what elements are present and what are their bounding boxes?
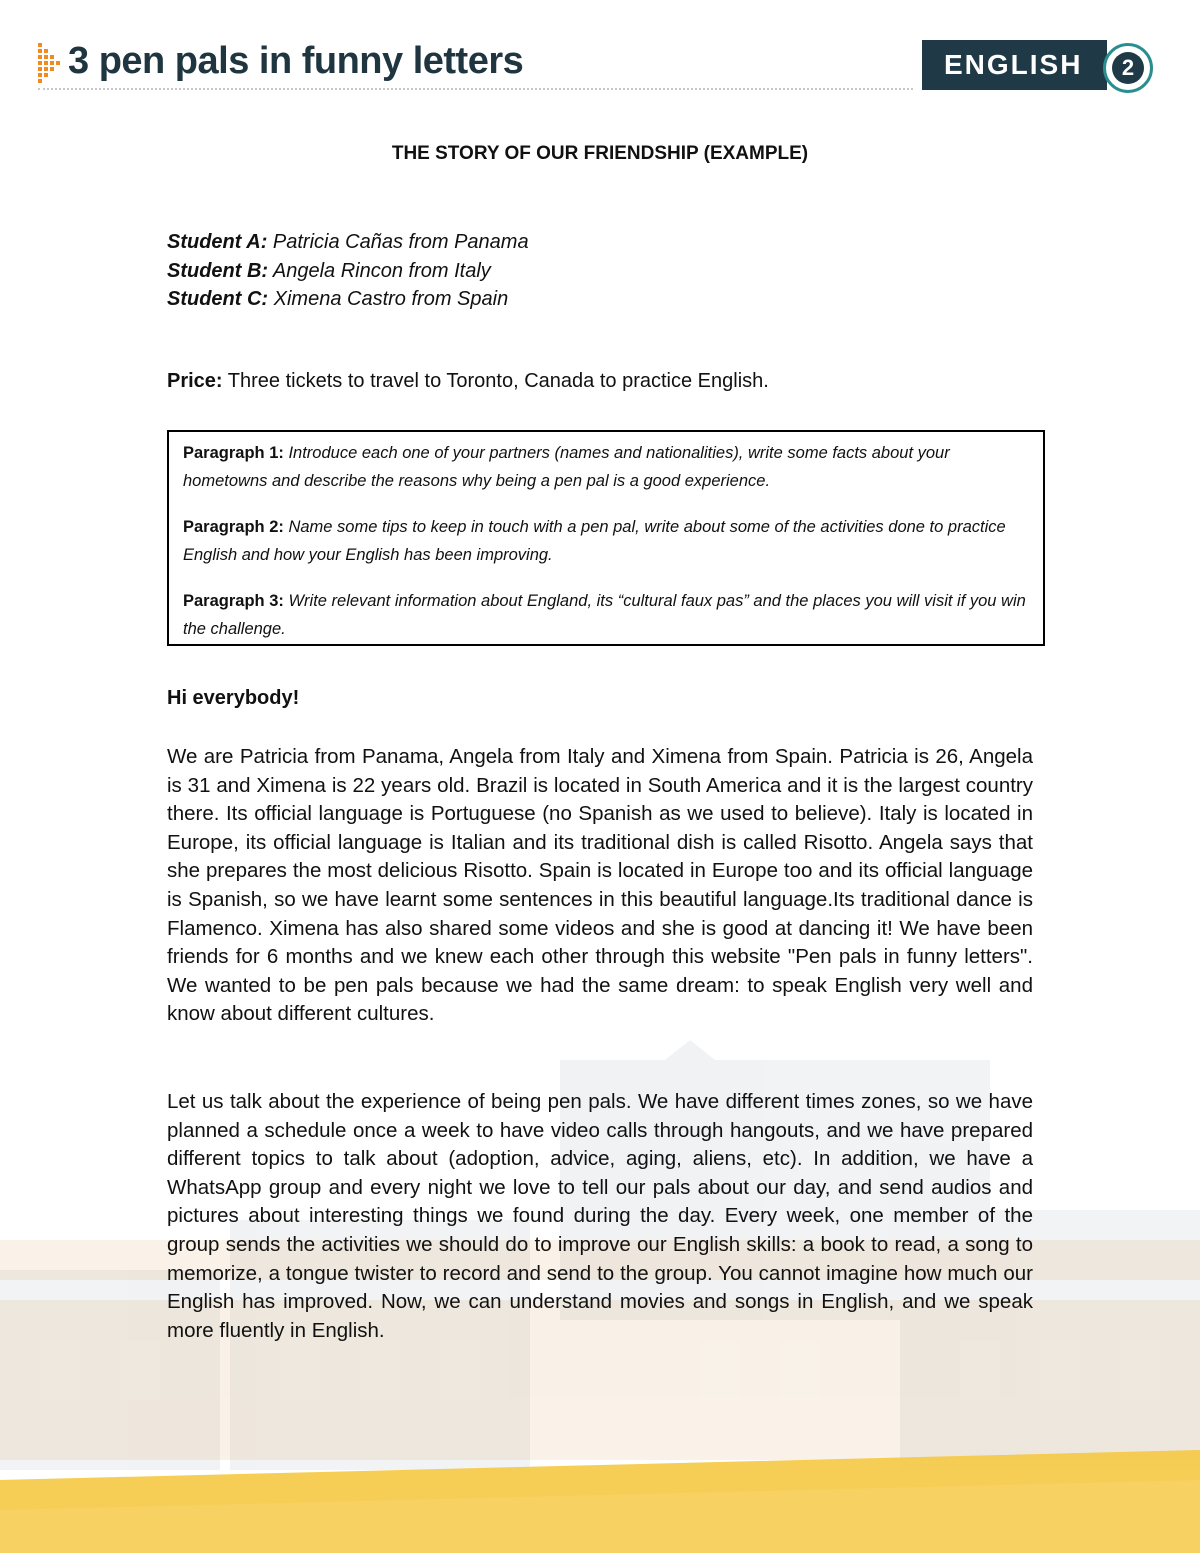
site-title: 3 pen pals in funny letters bbox=[68, 40, 524, 82]
instruction-label: Paragraph 2: bbox=[183, 518, 284, 536]
logo-dots-icon bbox=[38, 43, 60, 83]
student-value: Angela Rincon from Italy bbox=[268, 259, 491, 282]
instruction-label: Paragraph 1: bbox=[183, 444, 284, 462]
level-badge bbox=[1103, 43, 1153, 93]
level-number: 2 bbox=[1112, 52, 1144, 84]
student-label: Student B: bbox=[167, 259, 269, 282]
document-title: THE STORY OF OUR FRIENDSHIP (EXAMPLE) bbox=[391, 143, 809, 164]
student-a bbox=[167, 228, 529, 257]
instruction-paragraph-3 bbox=[183, 588, 1029, 643]
page-header bbox=[0, 0, 1200, 100]
instruction-paragraph-2 bbox=[183, 514, 1029, 569]
instructions-box bbox=[167, 430, 1045, 646]
students-list bbox=[167, 228, 529, 314]
instruction-text: Introduce each one of your partners (names and nationalities), write some facts about your hometowns and describe the reasons why being a pen pal is a good experience. bbox=[183, 444, 950, 490]
instruction-text: Name some tips to keep in touch with a pen pal, write about some of the activities done to practice English and how your English has been improving. bbox=[183, 518, 1006, 564]
letter-paragraph-2: Let us talk about the experience of being pen pals. We have different times zones, so we have planned a schedule once a week to have video calls through hangouts, and we have prepared different topics to talk about (adoption, advice, aging, aliens, etc). In addition, we have a WhatsApp group and every night we love to tell our pals about our day, and send audios and pictures about interesting things we found during the day. Every week, one member of the group sends the activities we should do to improve our English skills: a book to read, a song to memorize, a tongue twister to record and send to the group. You cannot imagine how much our English has improved. Now, we can understand movies and songs in English, and we speak more fluently in English. bbox=[167, 1090, 1033, 1342]
student-b bbox=[167, 257, 529, 286]
instruction-text: Write relevant information about England, its “cultural faux pas” and the places you will visit if you win the challenge. bbox=[183, 592, 1026, 638]
english-badge: ENGLISH bbox=[922, 40, 1107, 90]
instruction-paragraph-1 bbox=[183, 440, 1029, 495]
student-value: Patricia Cañas from Panama bbox=[267, 231, 529, 253]
price-value: Three tickets to travel to Toronto, Canada to practice English. bbox=[222, 370, 769, 392]
student-label: Student A: bbox=[167, 231, 268, 253]
header-divider bbox=[38, 88, 913, 90]
price-line bbox=[167, 370, 769, 393]
instruction-label: Paragraph 3: bbox=[183, 592, 284, 610]
price-label: Price: bbox=[167, 370, 223, 392]
letter-paragraph-1: We are Patricia from Panama, Angela from Italy and Ximena from Spain. Patricia is 26, Angela is 31 and Ximena is 22 years old. Brazil is located in South America and it is the largest country there. Its official language is Portuguese (no Spanish as we used to believe). Italy is located in Europe, its official language is Italian and its traditional dish is called Risotto. Angela says that she prepares the most delicious Risotto. Spain is located in Europe too and its official language is Spanish, so we have learnt some sentences in this beautiful language.Its traditional dance is Flamenco. Ximena has also shared some videos and she is good at dancing it! We have been friends for 6 months and we knew each other through this website "Pen pals in funny letters". We wanted to be pen pals because we had the same dream: to speak English very well and know about different cultures. bbox=[167, 745, 1033, 1026]
student-label: Student C: bbox=[167, 288, 269, 310]
student-c bbox=[167, 285, 529, 314]
letter-greeting: Hi everybody! bbox=[167, 687, 300, 709]
student-value: Ximena Castro from Spain bbox=[268, 288, 509, 310]
